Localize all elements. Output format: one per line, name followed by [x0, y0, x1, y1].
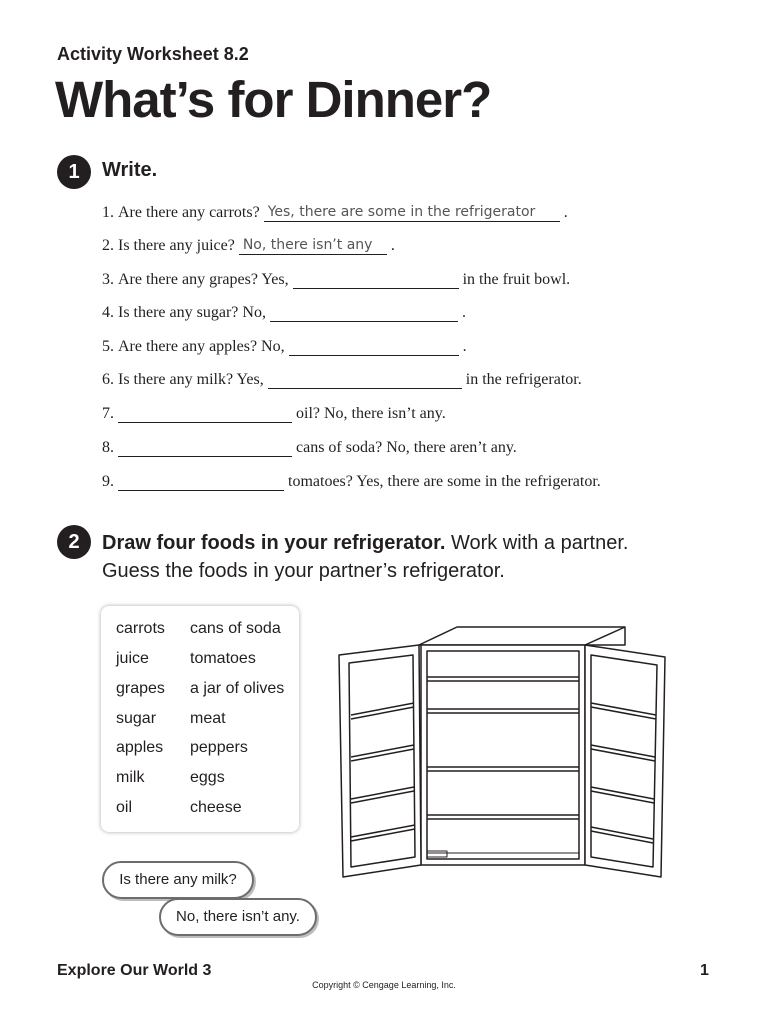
refrigerator-illustration — [335, 615, 671, 883]
word-bank-item: sugar — [116, 710, 157, 727]
word-bank-item: meat — [190, 710, 226, 727]
speech-bubble-answer: No, there isn’t any. — [159, 898, 317, 936]
question-text: Are there any apples? No, — [118, 338, 285, 355]
copyright-notice: Copyright © Cengage Learning, Inc. — [312, 980, 456, 990]
handwritten-answer: No, there isn’t any — [242, 237, 373, 253]
speech-bubble-question: Is there any milk? — [102, 861, 254, 899]
footer-book-title: Explore Our World 3 — [57, 962, 212, 979]
question-3 — [102, 265, 570, 289]
section-2-instructions — [102, 529, 662, 585]
question-number: 9. — [102, 473, 114, 490]
question-text-after: . — [563, 204, 568, 221]
question-text: Is there any sugar? No, — [118, 304, 266, 321]
question-4 — [102, 298, 466, 322]
section-2-heading: Draw four foods in your refrigerator. — [102, 532, 446, 554]
question-text-after: . — [461, 304, 466, 321]
answer-blank[interactable] — [118, 439, 292, 457]
question-text-after: in the fruit bowl. — [462, 271, 571, 288]
question-number: 5. — [102, 338, 114, 355]
question-8 — [102, 433, 517, 457]
word-bank-item: milk — [116, 769, 145, 786]
answer-blank[interactable] — [239, 237, 387, 255]
question-9 — [102, 467, 601, 491]
question-number: 6. — [102, 371, 114, 388]
question-number: 4. — [102, 304, 114, 321]
question-number: 1. — [102, 204, 114, 221]
section-2-badge: 2 — [57, 525, 91, 559]
question-text: Are there any grapes? Yes, — [118, 271, 289, 288]
word-bank-item: eggs — [190, 769, 225, 786]
question-number: 2. — [102, 237, 114, 254]
word-bank-item: oil — [116, 799, 133, 816]
section-2-subtext: Work with a partner. Guess the foods in your partner’s refrigerator. — [102, 532, 629, 582]
question-text-after: . — [462, 338, 467, 355]
question-text-after: tomatoes? Yes, there are some in the refrigerator. — [288, 473, 601, 490]
question-5 — [102, 332, 467, 356]
word-bank-item: tomatoes — [190, 650, 256, 667]
word-bank-item: cans of soda — [190, 620, 281, 637]
section-1-badge: 1 — [57, 155, 91, 189]
word-bank-item: juice — [116, 650, 149, 667]
handwritten-answer: Yes, there are some in the refrigerator — [267, 204, 536, 220]
question-number: 8. — [102, 439, 114, 456]
question-2 — [102, 231, 395, 255]
answer-blank[interactable] — [289, 338, 459, 356]
question-number: 7. — [102, 405, 114, 422]
question-text-after: cans of soda? No, there aren’t any. — [296, 439, 517, 456]
answer-blank[interactable] — [264, 204, 560, 222]
question-text: Is there any milk? Yes, — [118, 371, 264, 388]
word-bank-item: peppers — [190, 739, 248, 756]
page-number: 1 — [700, 962, 709, 979]
worksheet-subtitle: Activity Worksheet 8.2 — [57, 44, 249, 64]
answer-blank[interactable] — [118, 473, 284, 491]
word-bank-item: cheese — [190, 799, 242, 816]
question-1 — [102, 198, 568, 222]
question-6 — [102, 365, 582, 389]
word-bank — [101, 606, 299, 832]
answer-blank[interactable] — [118, 405, 292, 423]
word-bank-item: a jar of olives — [190, 680, 285, 697]
answer-blank[interactable] — [293, 271, 459, 289]
answer-blank[interactable] — [268, 371, 462, 389]
question-text-after: oil? No, there isn’t any. — [296, 405, 446, 422]
question-text: Is there any juice? — [118, 237, 235, 254]
section-1-heading: Write. — [102, 159, 158, 181]
question-text-after: in the refrigerator. — [465, 371, 582, 388]
answer-blank[interactable] — [270, 304, 458, 322]
question-7 — [102, 399, 446, 423]
word-bank-item: apples — [116, 739, 164, 756]
question-text: Are there any carrots? — [118, 204, 260, 221]
page-title: What’s for Dinner? — [55, 71, 492, 128]
question-number: 3. — [102, 271, 114, 288]
word-bank-item: carrots — [116, 620, 165, 637]
word-bank-item: grapes — [116, 680, 165, 697]
question-text-after: . — [390, 237, 395, 254]
